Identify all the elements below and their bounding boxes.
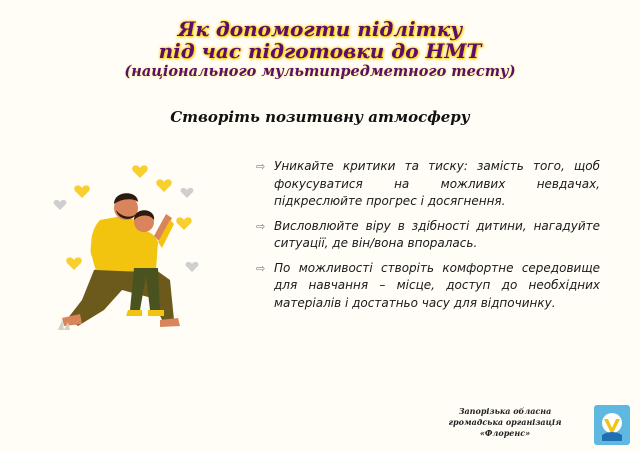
organization-credit xyxy=(430,406,580,439)
list-item xyxy=(256,218,600,253)
heart-icon xyxy=(186,262,199,272)
heart-icon xyxy=(74,185,89,198)
title-line-1: Як допомогти підлітку xyxy=(177,17,463,41)
org-line-3: «Флоренс» xyxy=(479,428,531,438)
heart-icon xyxy=(181,188,194,198)
arrow-right-icon: ⇨ xyxy=(256,160,266,173)
section-heading: Створіть позитивну атмосферу xyxy=(170,108,470,126)
list-item xyxy=(256,260,600,313)
heart-icon xyxy=(176,217,191,230)
arrow-right-icon: ⇨ xyxy=(256,261,266,275)
heart-icon xyxy=(66,257,81,270)
heart-icon xyxy=(132,165,147,178)
page-title xyxy=(0,18,640,82)
title-line-2: під час підготовки до НМТ xyxy=(158,39,482,63)
tips-list xyxy=(256,158,600,319)
heart-icon xyxy=(156,179,171,192)
org-line-1: Запорізька обласна xyxy=(458,406,552,416)
tip-text: По можливості створіть комфортне середовище для навчання – місце, доступ до необхідних матеріалів і достатньо часу для відпочинку. xyxy=(274,260,600,310)
title-subtitle: (національного мультипредметного тесту) xyxy=(124,63,516,80)
org-line-2: громадська організація xyxy=(448,417,562,427)
heart-icon xyxy=(54,200,67,210)
parent-hugging-teen-illustration xyxy=(52,160,202,335)
tip-text: Уникайте критики та тиску: замість того, щоб фокусуватися на можливих невдачах, підкреслюйте прогрес і досягнення. xyxy=(274,159,600,208)
list-item xyxy=(256,158,600,211)
organization-logo xyxy=(594,405,630,445)
arrow-right-icon: ⇨ xyxy=(256,219,266,233)
tip-text: Висловлюйте віру в здібності дитини, нагадуйте ситуації, де він/вона впоралась. xyxy=(274,218,600,250)
